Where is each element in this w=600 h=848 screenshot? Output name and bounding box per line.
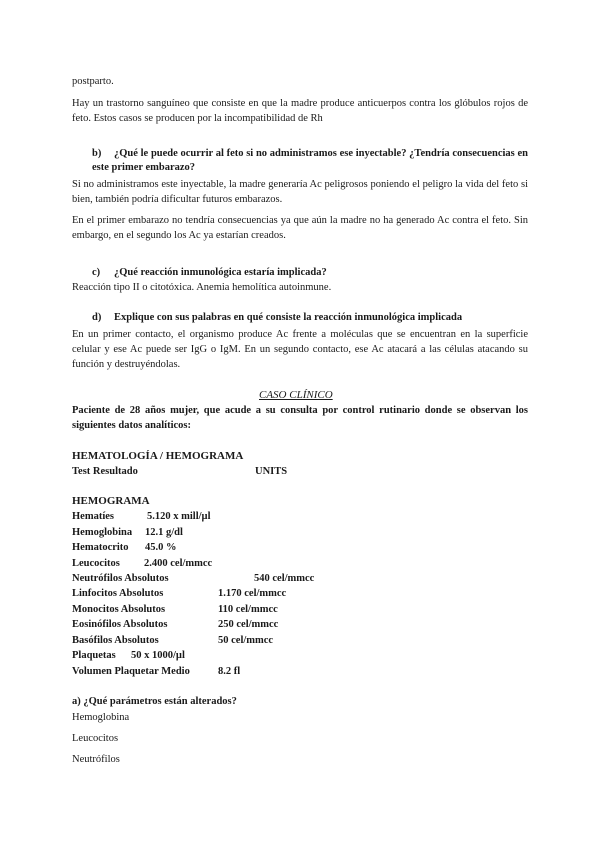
- lab-value-hemoglobina: 12.1 g/dl: [145, 527, 183, 538]
- question-b: [92, 147, 528, 175]
- lab-value-leucocitos: 2.400 cel/mmcc: [144, 558, 213, 569]
- hemograma-title: HEMOGRAMA: [72, 495, 150, 507]
- answer-hemoglobina: Hemoglobina: [72, 712, 130, 723]
- intro-text: postparto.: [72, 76, 114, 87]
- answer-b-2: En el primer embarazo no tendría consecuencias ya que aún la madre no ha generado Ac contra el feto. Sin embargo, en el segundo los Ac ya estarían creados.: [72, 215, 528, 241]
- lab-name-neutrofilos: Neutrófilos Absolutos: [72, 573, 169, 584]
- answer-b-1: Si no administramos este inyectable, la madre generaría Ac peligrosos poniendo el peligro la vida del feto si bien, también podría dificultar futuros embarazos.: [72, 179, 528, 205]
- lab-name-monocitos: Monocitos Absolutos: [72, 604, 166, 615]
- question-c-label: c): [92, 267, 101, 278]
- lab-value-hematocrito: 45.0 %: [145, 542, 177, 553]
- lab-name-hematies: Hematíes: [72, 511, 114, 522]
- answer-c: Reacción tipo II o citotóxica. Anemia hemolítica autoinmune.: [72, 282, 332, 293]
- lab-value-plaquetas: 50 x 1000/µl: [131, 650, 185, 661]
- answer-neutrofilos: Neutrófilos: [72, 754, 120, 765]
- lab-value-monocitos: 110 cel/mmcc: [218, 604, 278, 615]
- lab-name-eosinofilos: Eosinófilos Absolutos: [72, 619, 168, 630]
- lab-name-hematocrito: Hematocrito: [72, 542, 129, 553]
- col-units: UNITS: [255, 466, 288, 477]
- lab-name-basofilos: Basófilos Absolutos: [72, 635, 159, 646]
- question-b-text: ¿Qué le puede ocurrir al feto si no administramos ese inyectable? ¿Tendría consecuencias en este primer embarazo?: [92, 148, 528, 173]
- case-intro: Paciente de 28 años mujer, que acude a su consulta por control rutinario donde se observan los siguientes datos analíticos:: [72, 405, 528, 431]
- lab-value-linfocitos: 1.170 cel/mmcc: [218, 588, 287, 599]
- question-c-text: ¿Qué reacción inmunológica estaría implicada?: [114, 267, 327, 278]
- question-altered-params: a) ¿Qué parámetros están alterados?: [72, 696, 237, 707]
- section-title: HEMATOLOGÍA / HEMOGRAMA: [72, 450, 244, 462]
- case-title: CASO CLÍNICO: [259, 389, 333, 401]
- answer-d: En un primer contacto, el organismo produce Ac frente a moléculas que se encuentran en la superficie celular y ese Ac puede ser IgG o IgM. En un segundo contacto, ese Ac atacará a las células atacando su función y destruyéndolas.: [72, 329, 528, 370]
- lab-name-hemoglobina: Hemoglobina: [72, 527, 133, 538]
- lab-value-neutrofilos: 540 cel/mmcc: [254, 573, 315, 584]
- lab-name-linfocitos: Linfocitos Absolutos: [72, 588, 164, 599]
- lab-value-hematies: 5.120 x mill/µl: [147, 511, 211, 522]
- answer-leucocitos: Leucocitos: [72, 733, 119, 744]
- lab-value-eosinofilos: 250 cel/mmcc: [218, 619, 279, 630]
- intro-paragraph: Hay un trastorno sanguíneo que consiste en que la madre produce anticuerpos contra los glóbulos rojos de feto. Estos casos se producen por la incompatibilidad de Rh: [72, 98, 528, 124]
- lab-value-vpm: 8.2 fl: [218, 666, 241, 677]
- lab-name-vpm: Volumen Plaquetar Medio: [72, 666, 190, 677]
- lab-name-leucocitos: Leucocitos: [72, 558, 120, 569]
- question-d-label: d): [92, 312, 102, 323]
- col-test-result: Test Resultado: [72, 466, 138, 477]
- question-d: [92, 311, 528, 325]
- question-d-text: Explique con sus palabras en qué consiste la reacción inmunológica implicada: [114, 312, 463, 323]
- lab-name-plaquetas: Plaquetas: [72, 650, 116, 661]
- question-c: [92, 266, 528, 280]
- question-b-label: b): [92, 148, 102, 159]
- lab-value-basofilos: 50 cel/mmcc: [218, 635, 274, 646]
